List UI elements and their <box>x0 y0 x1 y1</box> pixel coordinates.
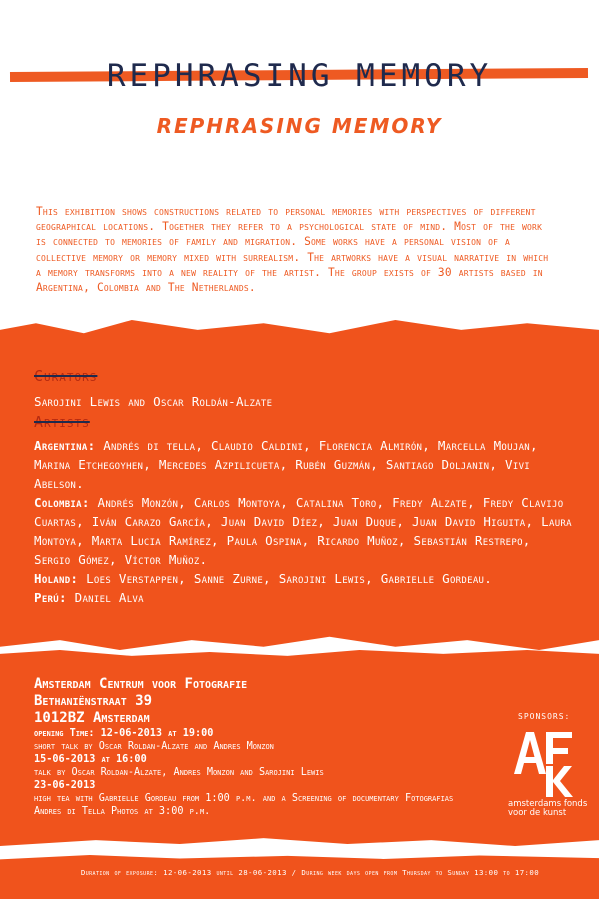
artist-names: Loes Verstappen, Sanne Zurne, Sarojini Lewis, Gabrielle Gordeau. <box>86 571 493 586</box>
afk-logo-icon <box>510 728 580 798</box>
handwritten-title: REPHRASING MEMORY <box>156 114 443 138</box>
event-date-3: 23-06-2013 <box>34 780 96 791</box>
artists-heading: Artists <box>34 413 90 431</box>
high-tea-event: high tea with Gabrielle Gordeau from 1:00 p.m. and a Screening of documentary Fotografias Andres di Tella Photos at 3:00 p.m. <box>34 793 454 817</box>
country-label: Colombia: <box>34 495 90 510</box>
venue-info <box>34 676 474 818</box>
venue-street: Bethaniënstraat 39 <box>34 693 153 709</box>
footer-duration: Duration of exposure: 12-06-2013 until 28-06-2013 / During week days open from Thursday to Sunday 13:00 to 17:00 <box>80 868 540 877</box>
artist-group-peru <box>34 588 574 607</box>
sponsors-label: SPONSORS: <box>518 712 571 721</box>
artist-group-holland <box>34 569 574 588</box>
artist-names: Andrés di tella, Claudio Caldini, Florencia Almirón, Marcella Moujan, Marina Etchegoyhen, Mercedes Azpilicueta, Rubén Guzmán, Santiago Doljanin, Vivi Abelson. <box>34 438 538 491</box>
artist-group-colombia <box>34 493 574 569</box>
venue-postal: 1012BZ Amsterdam <box>34 710 150 726</box>
venue-name: Centrum voor Fotografie <box>99 676 248 692</box>
artist-names: Andrés Monzón, Carlos Montoya, Catalina Toro, Fredy Alzate, Fredy Clavijo Cuartas, Iván Carazo García, Juan David Díez, Juan Duque, Juan David Higuita, Laura Montoya, Marta Lucia Ramírez, Paula Ospina, Ricardo Muñoz, Sebastián Restrepo, Sergio Gómez, Víctor Muñoz. <box>34 495 572 567</box>
artist-group-argentina <box>34 436 574 493</box>
talk-1: short talk by Oscar Roldan-Alzate and Andres Monzon <box>34 741 274 752</box>
title-area <box>0 52 599 112</box>
opening-time: opening Time: 12-06-2013 at 19:00 <box>34 728 214 739</box>
country-label: Perú: <box>34 590 67 605</box>
artist-names: Daniel Alva <box>74 590 144 605</box>
curators-names: Sarojini Lewis and Oscar Roldán-Alzate <box>34 394 273 409</box>
country-label: Holand: <box>34 571 79 586</box>
footer-band <box>0 855 599 899</box>
artists-list <box>34 436 574 607</box>
talk-2: talk by Oscar Roldan-Alzate, Andres Monzon and Sarojini Lewis <box>34 767 324 778</box>
intro-paragraph: This exhibition shows constructions related to personal memories with perspectives of different geographical locations. Together they refer to a psychological state of mind. Most of the work is connected to memories of family and migration. Some works have a personal vision of a collective memory or memory mixed with surrealism. The artworks have a visual narrative in which a memory transforms into a new reality of the artist. The group exists of 30 artists based in Argentina, Colombia and The Netherlands. <box>36 205 549 295</box>
country-label: Argentina: <box>34 438 96 453</box>
event-date-2: 15-06-2013 at 16:00 <box>34 754 147 765</box>
venue-name-line <box>34 676 474 693</box>
page-title: REPHRASING MEMORY <box>106 58 493 94</box>
afk-caption: amsterdams fonds voor de kunst <box>508 799 588 818</box>
venue-city: Amsterdam <box>34 676 91 692</box>
curators-heading: Curators <box>34 367 98 385</box>
